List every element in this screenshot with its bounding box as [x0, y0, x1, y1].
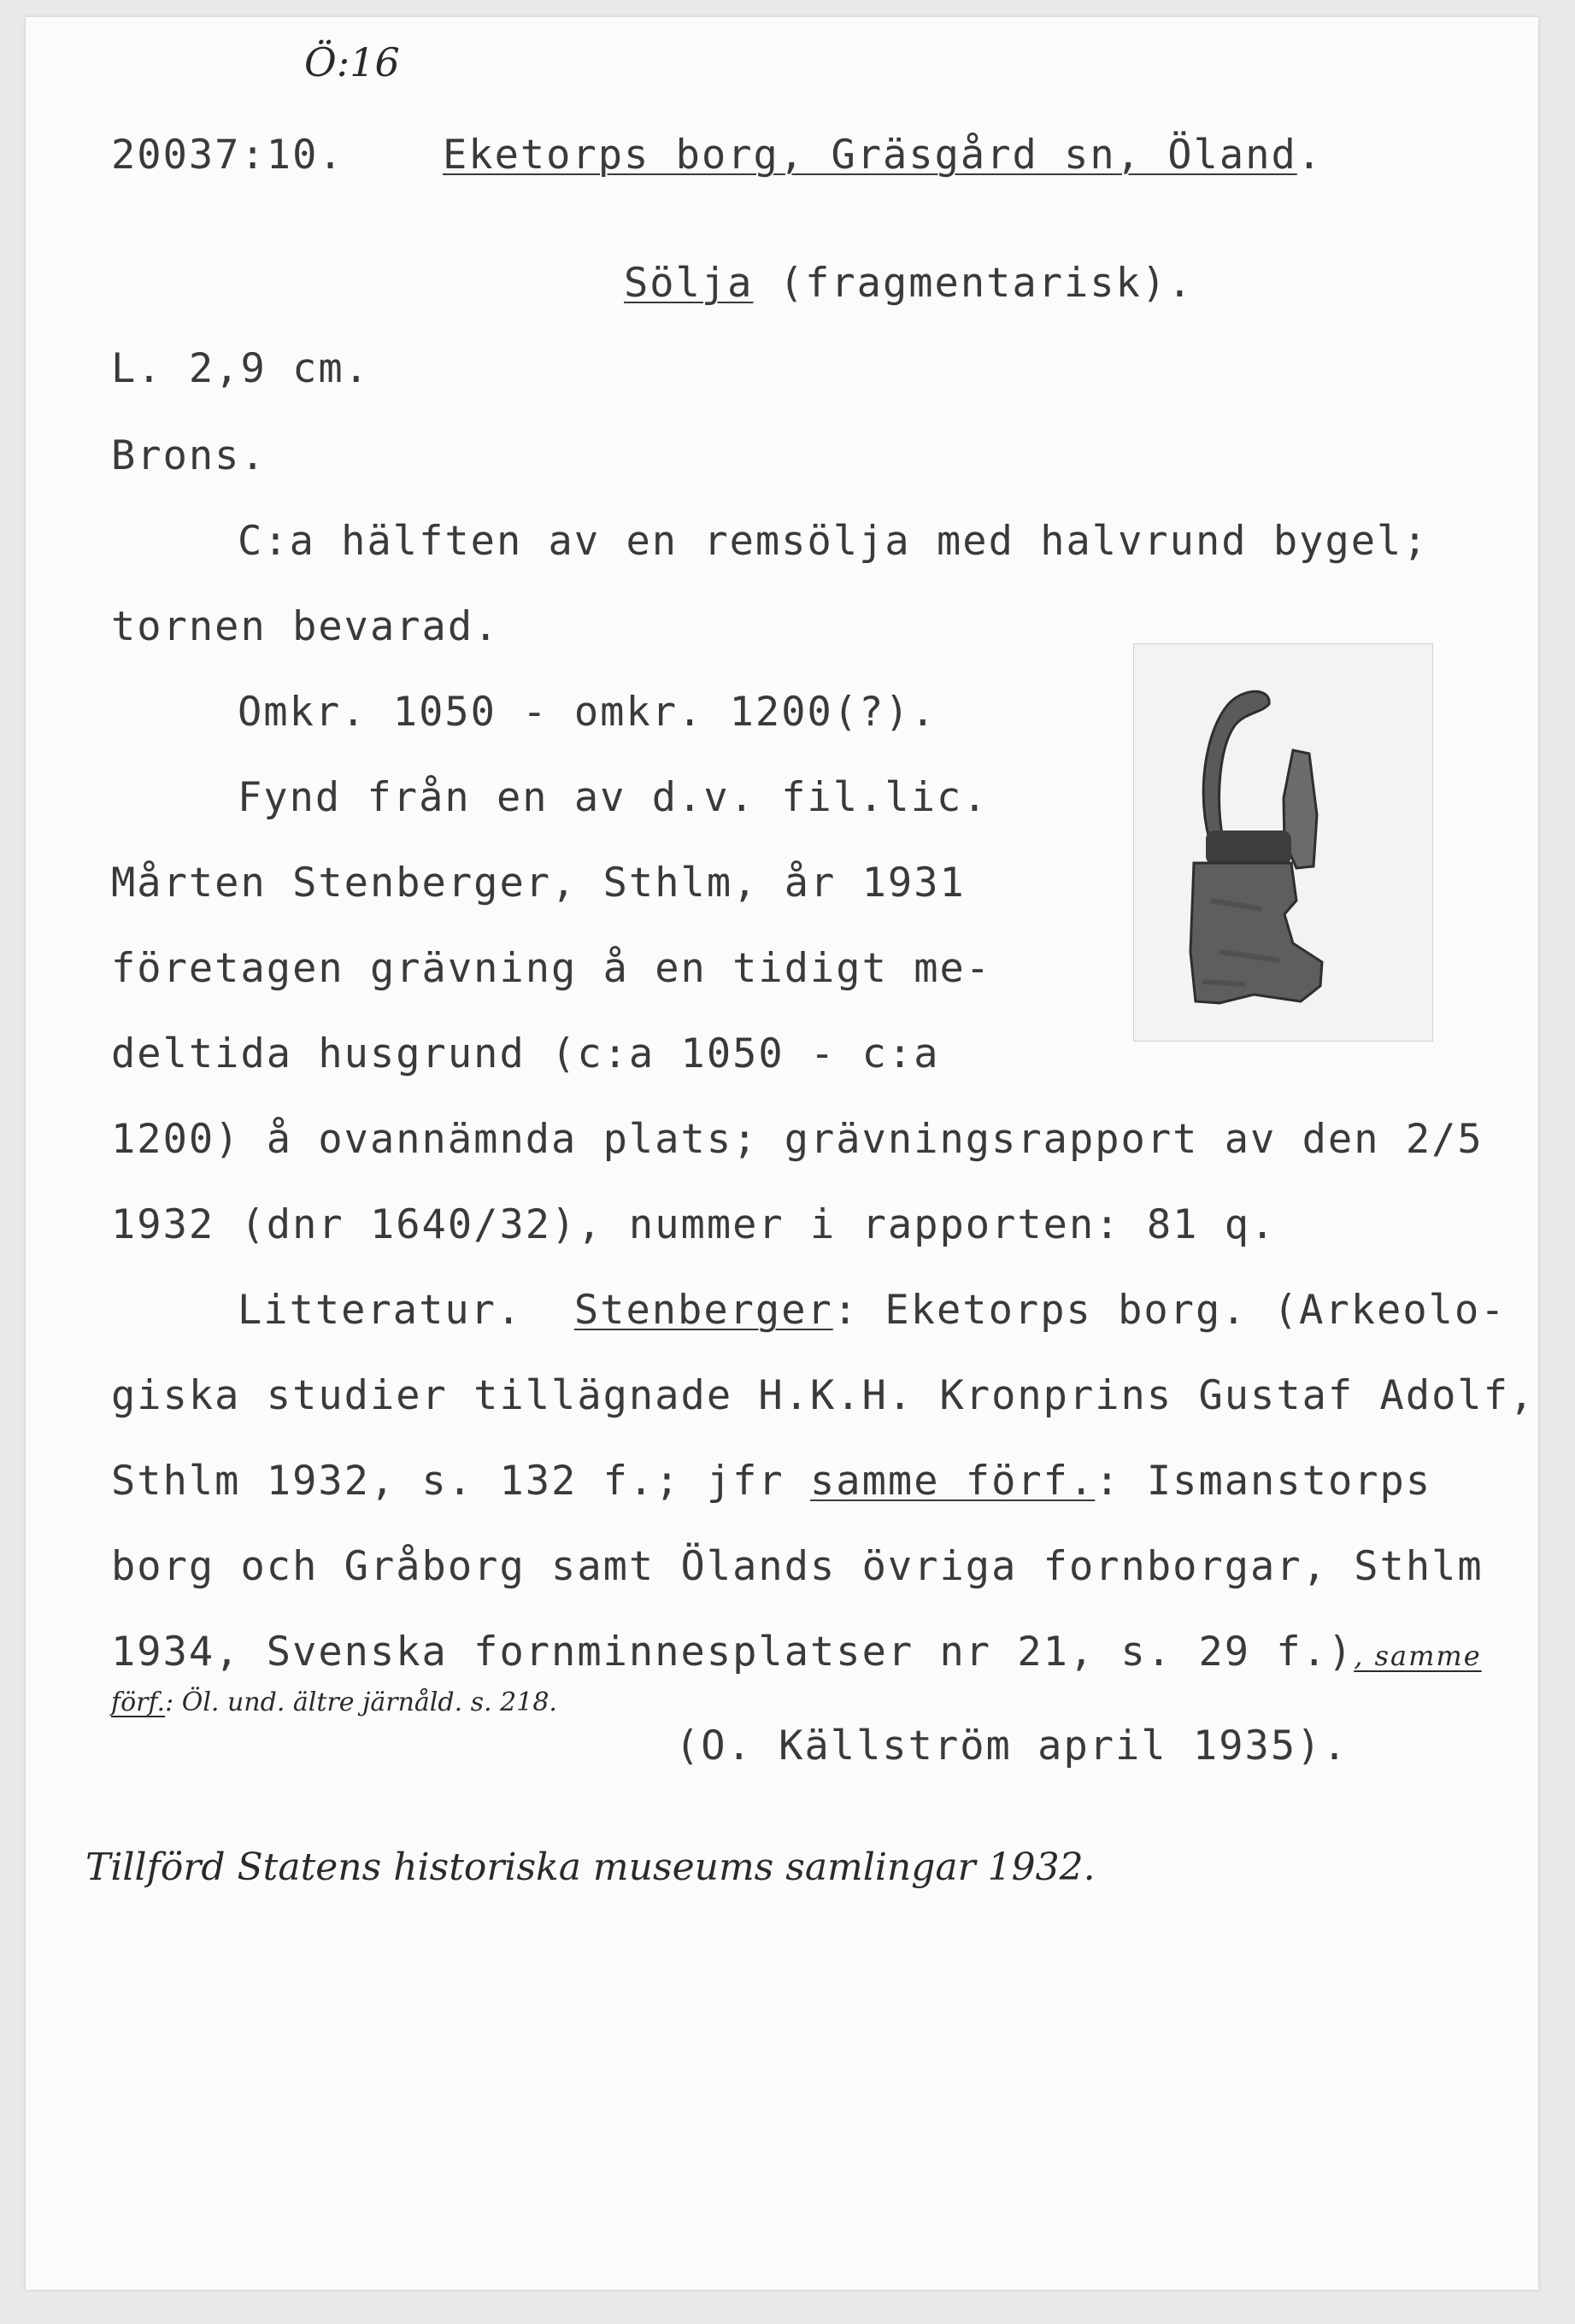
- artifact-photo: [1133, 643, 1433, 1042]
- location: Eketorps borg, Gräsgård sn, Öland: [443, 132, 1297, 179]
- handwritten-addition-1: , samme: [1354, 1640, 1482, 1672]
- literature-line-3: Sthlm 1932, s. 132 f.; jfr samme förf.: Ismanstorps: [111, 1458, 1432, 1505]
- dating: Omkr. 1050 - omkr. 1200(?).: [238, 689, 937, 736]
- literature-line-2: giska studier tillägnade H.K.H. Kronprins Gustaf Adolf,: [111, 1372, 1536, 1419]
- find-line-3: företagen grävning å en tidigt me-: [111, 945, 992, 992]
- object-title: Sölja (fragmentarisk).: [624, 260, 1194, 307]
- catalog-card: [26, 17, 1538, 2290]
- handwritten-addition-2: förf.: Öl. und. ältre järnåld. s. 218.: [111, 1687, 557, 1717]
- find-line-6: 1932 (dnr 1640/32), nummer i rapporten: 81 q.: [111, 1201, 1277, 1248]
- signature: (O. Källström april 1935).: [675, 1722, 1349, 1769]
- material: Brons.: [111, 432, 267, 479]
- handwritten-code: Ö:16: [304, 39, 400, 85]
- literature-line-5: 1934, Svenska fornminnesplatser nr 21, s. 29 f.), samme: [111, 1629, 1482, 1676]
- literature-line-1: Litteratur. Stenberger: Eketorps borg. (Arkeolo-: [238, 1287, 1507, 1334]
- literature-line-4: borg och Gråborg samt Ölands övriga fornborgar, Sthlm: [111, 1543, 1484, 1590]
- location-line: Eketorps borg, Gräsgård sn, Öland.: [443, 132, 1324, 179]
- length: L. 2,9 cm.: [111, 345, 370, 392]
- find-line-4: deltida husgrund (c:a 1050 - c:a: [111, 1030, 940, 1077]
- provenance-note: Tillförd Statens historiska museums samlingar 1932.: [85, 1846, 1096, 1889]
- catalog-number: 20037:10.: [111, 132, 344, 179]
- literature-author: Stenberger: [573, 1287, 833, 1334]
- description-line-2: tornen bevarad.: [111, 603, 500, 650]
- description-line-1: C:a hälften av en remsölja med halvrund bygel;: [238, 518, 1429, 565]
- buckle-fragment-image: [1134, 644, 1432, 1041]
- find-line-1: Fynd från en av d.v. fil.lic.: [238, 774, 989, 821]
- find-line-5: 1200) å ovannämnda plats; grävningsrapport av den 2/5: [111, 1116, 1484, 1163]
- find-line-2: Mårten Stenberger, Sthlm, år 1931: [111, 860, 966, 907]
- object-term: Sölja: [624, 260, 754, 307]
